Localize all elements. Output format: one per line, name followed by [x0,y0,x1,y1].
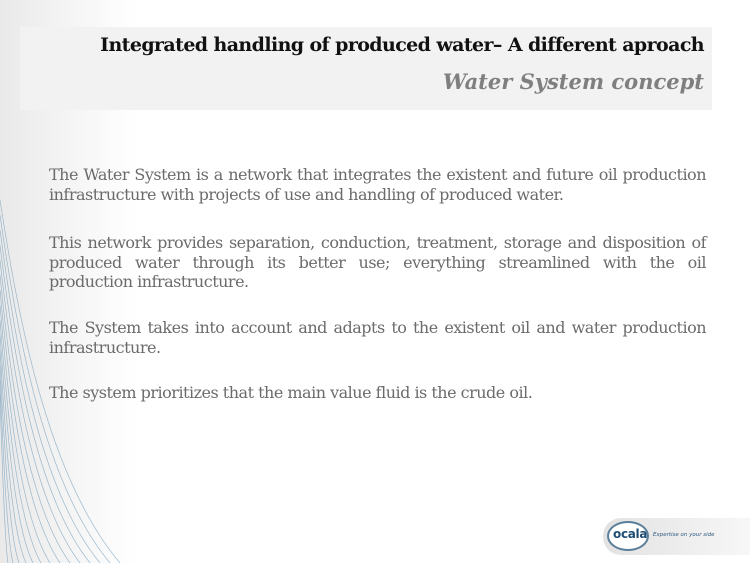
company-logo: ocala [613,527,648,541]
slide-title: Integrated handling of produced water– A different aproach [100,34,704,56]
logo-tagline: Expertise on your side [653,532,715,538]
paragraph: The System takes into account and adapts to the existent oil and water production infrastructure. [49,318,706,357]
paragraph: This network provides separation, conduction, treatment, storage and disposition of produced water through its better use; everything streamlined with the oil production infrastructure. [49,233,706,291]
paragraph: The system prioritizes that the main value fluid is the crude oil. [49,383,533,402]
paragraph: The Water System is a network that integrates the existent and future oil production infrastructure with projects of use and handling of produced water. [49,165,706,204]
slide-subtitle: Water System concept [442,69,704,94]
